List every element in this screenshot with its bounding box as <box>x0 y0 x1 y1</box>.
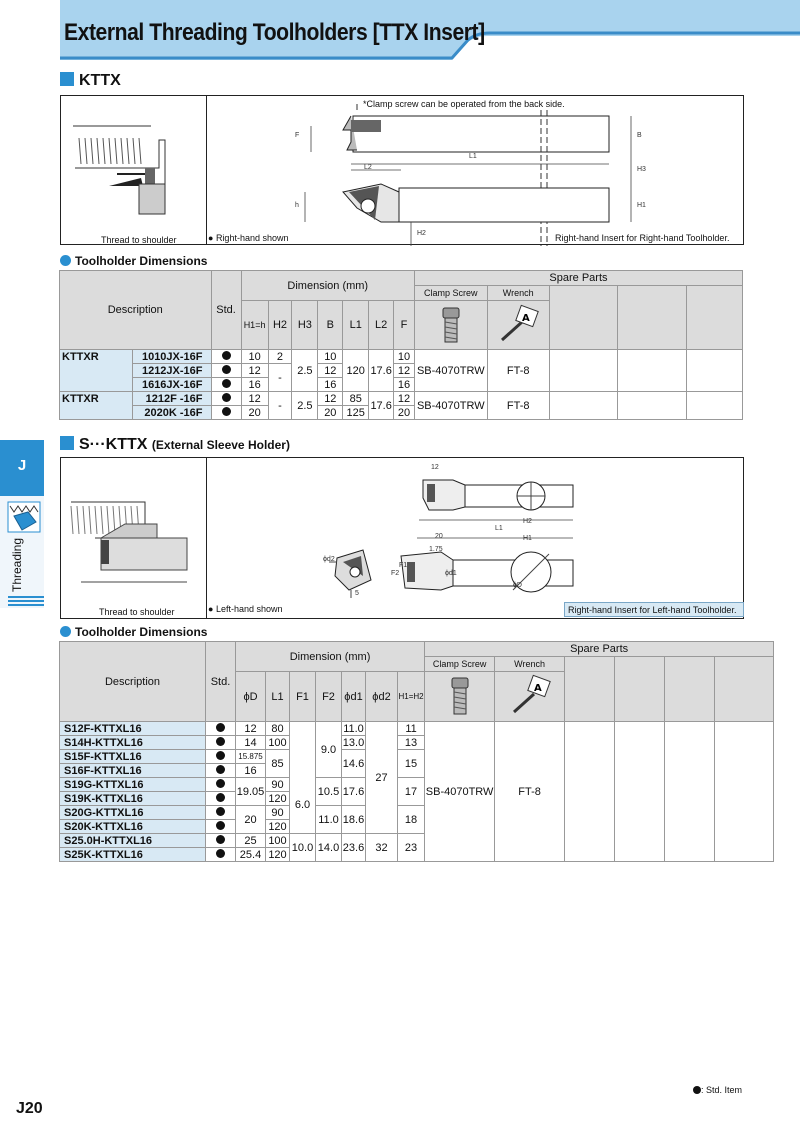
bullet-circle-icon <box>60 255 71 266</box>
std-dot-icon <box>211 364 241 378</box>
cell-l1: 120 <box>266 792 290 806</box>
table-row-model: S20K-KTTXL16 <box>60 820 206 834</box>
col-header-description: Description <box>60 642 206 722</box>
col-header-h1h2: H1=H2 <box>398 672 425 722</box>
table-row-model: S25K-KTTXL16 <box>60 848 206 862</box>
wrench-icon <box>508 674 552 716</box>
col-header-phid1: ϕd1 <box>342 672 366 722</box>
cell-d1: 11.0 <box>343 722 364 735</box>
std-dot-icon <box>206 834 236 848</box>
cell-h2: 2 <box>268 350 292 364</box>
col-header-l2: L2 <box>369 301 394 350</box>
thread-to-shoulder-label: Thread to shoulder <box>99 607 175 617</box>
cell-phid: 25.4 <box>236 848 266 862</box>
insert-note: Right-hand Insert for Right-hand Toolholder. <box>555 233 730 243</box>
std-dot-icon <box>206 764 236 778</box>
col-header-f2: F2 <box>316 672 342 722</box>
dim-f2-label: F2 <box>391 570 400 577</box>
page-title: External Threading Toolholders [TTX Insert] <box>64 19 485 46</box>
table-row-model: 1212JX-16F <box>132 364 211 378</box>
svg-text:A: A <box>533 683 542 694</box>
dim-h-label: h <box>295 202 299 209</box>
left-hand-shown-note: ● Left-hand shown <box>208 604 283 614</box>
std-dot-icon <box>206 722 236 736</box>
skttx-diagram <box>61 458 745 620</box>
dim-h1-label: H1 <box>637 202 646 209</box>
cell-l2: 17.6 <box>369 350 394 392</box>
std-dot-icon <box>693 1086 701 1094</box>
section-kttx-heading: KTTX <box>60 72 121 90</box>
cell-l1: 125 <box>343 406 369 420</box>
cell-f: 20 <box>394 406 415 420</box>
cell-l1: 80 <box>266 722 290 736</box>
kttx-drawing <box>60 95 744 245</box>
cell-b: 10 <box>318 350 343 364</box>
cell-wrench: FT-8 <box>487 392 549 420</box>
cell-l1: 90 <box>266 806 290 820</box>
cell-h1h2: 23 <box>398 834 425 862</box>
dim-5-label: 5 <box>355 590 359 597</box>
cell-b: 16 <box>318 378 343 392</box>
cell-h1: 20 <box>241 406 268 420</box>
skttx-dimension-table <box>59 641 774 862</box>
col-header-spare-parts: Spare Parts <box>414 271 742 286</box>
cell-h1h2: 17 <box>398 778 425 806</box>
col-header-wrench: Wrench <box>487 286 549 301</box>
std-dot-icon <box>211 378 241 392</box>
cell-phid: 15.875 <box>236 750 266 764</box>
table-row-model: 2020K -16F <box>132 406 211 420</box>
wrench-image <box>495 672 565 722</box>
cell-l1: 120 <box>266 820 290 834</box>
clamp-screw-icon <box>436 304 466 344</box>
cell-f1: 10.0 <box>290 834 316 862</box>
col-header-std: Std. <box>211 271 241 350</box>
chapter-tab-j[interactable]: J <box>0 440 44 496</box>
cell-wrench: FT-8 <box>487 350 549 392</box>
col-header-h2: H2 <box>268 301 292 350</box>
right-hand-shown-note: ● Right-hand shown <box>208 233 289 243</box>
col-header-description: Description <box>60 271 212 350</box>
cell-h1: 10 <box>241 350 268 364</box>
series-label: KTTXR <box>60 350 133 364</box>
dim-12-label: 12 <box>431 464 439 471</box>
clamp-screw-image <box>425 672 495 722</box>
dim-20-label: 20 <box>435 533 443 540</box>
table-row-model: S19G-KTTXL16 <box>60 778 206 792</box>
cell-l1: 100 <box>266 834 290 848</box>
bullet-circle-icon <box>60 626 71 637</box>
cell-l1: 85 <box>266 750 290 778</box>
std-dot-icon <box>206 736 236 750</box>
clamp-screw-image <box>414 301 487 350</box>
col-header-l1: L1 <box>266 672 290 722</box>
side-rule <box>8 600 44 602</box>
kttx-dimension-table <box>59 270 743 420</box>
cell-l1: 85 <box>343 392 369 406</box>
clamp-screw-icon <box>445 674 475 716</box>
table-row-model: 1212F -16F <box>132 392 211 406</box>
dim-l2-label: L2 <box>364 164 372 171</box>
dim-l1-label: L1 <box>495 525 503 532</box>
cell-d1: 17.6 <box>342 778 366 806</box>
cell-l1: 90 <box>266 778 290 792</box>
wrench-icon <box>496 304 540 344</box>
cell-f2: 14.0 <box>316 834 342 862</box>
cell-clamp-screw: SB-4070TRW <box>414 350 487 392</box>
toolholder-dimensions-title-1: Toolholder Dimensions <box>60 254 207 268</box>
cell-d2: 27 <box>366 722 398 834</box>
col-header-l1: L1 <box>343 301 369 350</box>
table-row-model: S19K-KTTXL16 <box>60 792 206 806</box>
svg-text:A: A <box>522 312 530 324</box>
table-row-model: S16F-KTTXL16 <box>60 764 206 778</box>
side-label-threading: Threading <box>10 537 24 592</box>
std-dot-icon <box>206 750 236 764</box>
insert-note: Right-hand Insert for Left-hand Toolholder. <box>564 602 744 617</box>
dim-phid2-label: ϕd2 <box>323 556 335 563</box>
cell-f: 16 <box>394 378 415 392</box>
section-skttx-heading: S···KTTX (External Sleeve Holder) <box>60 436 290 454</box>
cell-h3: 2.5 <box>292 350 318 392</box>
cell-b: 20 <box>318 406 343 420</box>
cell-phid: 19.05 <box>236 778 266 806</box>
std-dot-icon <box>211 350 241 364</box>
cell-clamp-screw: SB-4070TRW <box>414 392 487 420</box>
col-header-b: B <box>318 301 343 350</box>
side-rule <box>8 604 44 606</box>
section-square-icon <box>60 436 74 450</box>
cell-f: 12 <box>394 364 415 378</box>
col-header-wrench: Wrench <box>495 657 565 672</box>
std-dot-icon <box>211 406 241 420</box>
threading-icon <box>6 500 42 534</box>
page-number: J20 <box>16 1100 43 1117</box>
dim-h2-label: H2 <box>523 518 532 525</box>
cell-l1: 100 <box>266 736 290 750</box>
cell-h1h2: 15 <box>398 750 425 778</box>
col-header-phid: ϕD <box>236 672 266 722</box>
table-row-model: S14H-KTTXL16 <box>60 736 206 750</box>
cell-d1: 13.0 <box>342 736 365 749</box>
dim-l1-label: L1 <box>469 153 477 160</box>
col-header-h1: H1=h <box>241 301 268 350</box>
col-header-clamp-screw: Clamp Screw <box>425 657 495 672</box>
col-header-dimension: Dimension (mm) <box>241 271 414 301</box>
table-row-model: 1010JX-16F <box>132 350 211 364</box>
cell-f2: 9.0 <box>316 722 342 778</box>
dim-h2-label: H2 <box>417 230 426 237</box>
cell-h1: 12 <box>241 364 268 378</box>
dim-h3-label: H3 <box>637 166 646 173</box>
table-row-model: S15F-KTTXL16 <box>60 750 206 764</box>
cell-phid: 12 <box>236 722 266 736</box>
cell-f1: 6.0 <box>290 778 316 834</box>
cell-phid: 25 <box>236 834 266 848</box>
cell-b: 12 <box>318 364 343 378</box>
col-header-phid2: ϕd2 <box>366 672 398 722</box>
cell-h1h2: 18 <box>398 806 425 834</box>
std-dot-icon <box>206 792 236 806</box>
cell-h1h2: 11 <box>398 722 425 736</box>
col-header-h3: H3 <box>292 301 318 350</box>
cell-h1: 12 <box>241 392 268 406</box>
cell-d1: 23.6 <box>342 834 366 862</box>
dim-phid1-label: ϕd1 <box>445 570 457 577</box>
cell-d2: 32 <box>366 834 398 862</box>
series-label: KTTXR <box>60 392 133 406</box>
cell-d1: 14.6 <box>342 750 366 778</box>
toolholder-dimensions-title-2: Toolholder Dimensions <box>60 625 207 639</box>
cell-l2: 17.6 <box>369 392 394 420</box>
cell-h1h2: 13 <box>398 736 425 750</box>
cell-f2: 10.5 <box>316 778 342 806</box>
table-row-model: S20G-KTTXL16 <box>60 806 206 820</box>
cell-f: 10 <box>394 350 415 364</box>
std-dot-icon <box>206 778 236 792</box>
dim-f1-label: F1 <box>399 562 408 569</box>
cell-f: 12 <box>394 392 415 406</box>
std-dot-icon <box>206 820 236 834</box>
std-dot-icon <box>206 848 236 862</box>
table-row-model: 1616JX-16F <box>132 378 211 392</box>
std-dot-icon <box>211 392 241 406</box>
cell-h1: 16 <box>241 378 268 392</box>
cell-d1: 18.6 <box>342 806 366 834</box>
cell-b: 12 <box>318 392 343 406</box>
std-dot-icon <box>206 806 236 820</box>
cell-phid: 20 <box>236 806 266 834</box>
col-header-std: Std. <box>206 642 236 722</box>
dim-phid-label: ϕD <box>513 582 522 589</box>
dim-175-label: 1.75 <box>429 546 443 553</box>
clamp-screw-note: *Clamp screw can be operated from the back side. <box>363 99 565 109</box>
cell-phid: 14 <box>236 736 266 750</box>
side-rule <box>8 596 44 598</box>
thread-to-shoulder-label: Thread to shoulder <box>101 235 177 245</box>
col-header-f1: F1 <box>290 672 316 722</box>
cell-h3: 2.5 <box>292 392 318 420</box>
table-row-model: S25.0H-KTTXL16 <box>60 834 206 848</box>
col-header-f: F <box>394 301 415 350</box>
table-row-model: S12F-KTTXL16 <box>60 722 206 736</box>
wrench-image <box>487 301 549 350</box>
cell-phid: 16 <box>236 764 266 778</box>
cell-h2: - <box>268 392 292 420</box>
section-square-icon <box>60 72 74 86</box>
cell-wrench: FT-8 <box>495 722 565 862</box>
col-header-dimension: Dimension (mm) <box>236 642 425 672</box>
dim-b-label: B <box>637 132 642 139</box>
dim-h1-label: H1 <box>523 535 532 542</box>
col-header-clamp-screw: Clamp Screw <box>414 286 487 301</box>
col-header-spare-parts: Spare Parts <box>425 642 774 657</box>
cell-clamp-screw: SB-4070TRW <box>425 722 495 862</box>
std-item-legend: : Std. Item <box>693 1085 742 1095</box>
cell-l1: 120 <box>343 350 369 392</box>
skttx-drawing <box>60 457 744 619</box>
cell-h2: - <box>268 364 292 392</box>
cell-l1: 120 <box>266 848 290 862</box>
dim-f-label: F <box>295 132 300 139</box>
cell-f2: 11.0 <box>316 806 342 834</box>
